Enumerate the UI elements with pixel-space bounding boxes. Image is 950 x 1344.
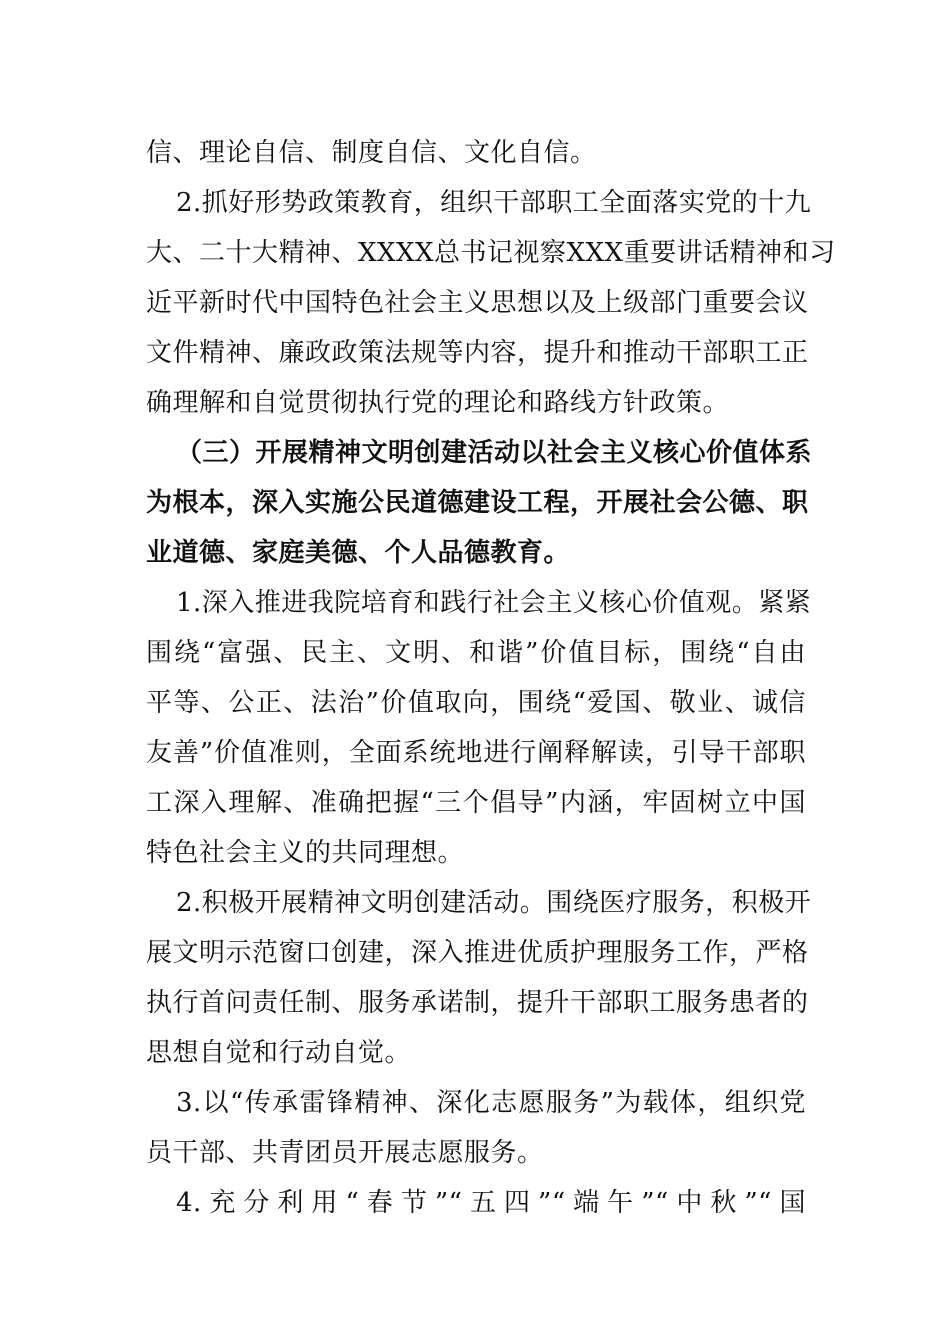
section-heading-line-3: 业道德、家庭美德、个人品德教育。 <box>146 538 571 568</box>
text-line-1: 信、理论自信、制度自信、文化自信。 <box>146 138 597 168</box>
text-line-15: 特色社会主义的共同理想。 <box>146 838 465 868</box>
text-line-2: 2.抓好形势政策教育，组织干部职工全面落实党的十九 <box>176 188 812 218</box>
text-line-14: 工深入理解、准确把握“三个倡导”内涵，牢固树立中国 <box>146 788 806 818</box>
text-line-6: 确理解和自觉贯彻执行党的理论和路线方针政策。 <box>146 388 730 418</box>
text-line-20: 3.以“传承雷锋精神、深化志愿服务”为载体，组织党 <box>176 1088 806 1118</box>
text-line-3: 大、二十大精神、XXXX总书记视察XXX重要讲话精神和习 <box>146 238 836 268</box>
text-line-11: 围绕“富强、民主、文明、和谐”价值目标，围绕“自由 <box>146 638 806 668</box>
text-line-4: 近平新时代中国特色社会主义思想以及上级部门重要会议 <box>146 288 809 318</box>
text-line-13: 友善”价值准则，全面系统地进行阐释解读，引导干部职 <box>146 738 806 768</box>
text-line-18: 执行首问责任制、服务承诺制，提升干部职工服务患者的 <box>146 988 809 1018</box>
text-line-5: 文件精神、廉政政策法规等内容，提升和推动干部职工正 <box>146 338 809 368</box>
section-heading-line-1: （三）开展精神文明创建活动以社会主义核心价值体系 <box>176 438 813 468</box>
text-line-17: 展文明示范窗口创建，深入推进优质护理服务工作，严格 <box>146 938 809 968</box>
text-line-12: 平等、公正、法治”价值取向，围绕“爱国、敬业、诚信 <box>146 688 806 718</box>
section-heading-line-2: 为根本，深入实施公民道德建设工程，开展社会公德、职 <box>146 488 809 518</box>
text-line-21: 员干部、共青团员开展志愿服务。 <box>146 1138 544 1168</box>
text-line-10: 1.深入推进我院培育和践行社会主义核心价值观。紧紧 <box>176 588 812 618</box>
text-line-19: 思想自觉和行动自觉。 <box>146 1038 412 1068</box>
text-line-16: 2.积极开展精神文明创建活动。围绕医疗服务，积极开 <box>176 888 812 918</box>
text-line-22: 4.充分利用“春节”“五四”“端午”“中秋”“国 <box>176 1188 806 1218</box>
